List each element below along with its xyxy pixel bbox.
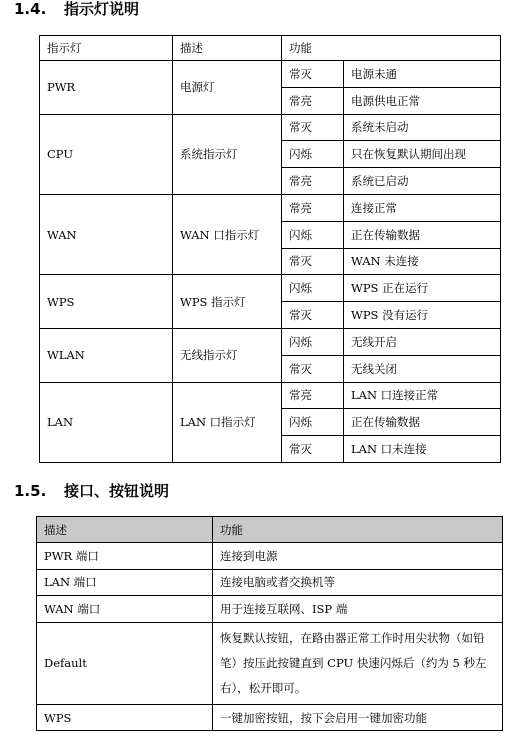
led-state-cell: 常亮: [282, 194, 344, 221]
led-state-cell: 常灭: [282, 114, 344, 141]
led-name-cell: CPU: [40, 114, 173, 194]
led-meaning-cell: 正在传输数据: [344, 409, 501, 436]
led-desc-cell: WAN 口指示灯: [173, 194, 282, 274]
section-title: 指示灯说明: [64, 0, 140, 18]
port-function-cell: 用于连接互联网、ISP 端: [213, 596, 503, 623]
led-state-cell: 常灭: [282, 436, 344, 463]
led-state-cell: 闪烁: [282, 221, 344, 248]
led-meaning-cell: WPS 没有运行: [344, 302, 501, 329]
led-state-cell: 常灭: [282, 61, 344, 88]
led-state-cell: 闪烁: [282, 275, 344, 302]
table-row: [37, 569, 503, 596]
table-row: [37, 543, 503, 570]
port-name-cell: PWR 端口: [37, 543, 213, 570]
table-row: [40, 194, 501, 221]
led-meaning-cell: 电源未通: [344, 61, 501, 88]
table-row: [40, 382, 501, 409]
header-cell: 描述: [173, 36, 282, 61]
led-state-cell: 常亮: [282, 87, 344, 114]
led-meaning-cell: 只在恢复默认期间出现: [344, 141, 501, 168]
table-row: [37, 622, 503, 704]
ports-table: [36, 516, 503, 731]
led-meaning-cell: 无线开启: [344, 328, 501, 355]
port-function-cell: 连接到电源: [213, 543, 503, 570]
led-meaning-cell: WAN 未连接: [344, 248, 501, 275]
led-meaning-cell: 系统未启动: [344, 114, 501, 141]
led-desc-cell: LAN 口指示灯: [173, 382, 282, 462]
led-name-cell: WPS: [40, 275, 173, 329]
port-name-cell: WAN 端口: [37, 596, 213, 623]
led-desc-cell: 电源灯: [173, 61, 282, 115]
section-number: 1.5.: [14, 482, 47, 500]
led-meaning-cell: LAN 口未连接: [344, 436, 501, 463]
section-title: 接口、按钮说明: [64, 482, 170, 500]
led-name-cell: LAN: [40, 382, 173, 462]
led-meaning-cell: 无线关闭: [344, 355, 501, 382]
header-cell: 指示灯: [40, 36, 173, 61]
led-state-cell: 常灭: [282, 248, 344, 275]
port-function-cell: 一键加密按钮，按下会启用一键加密功能: [213, 704, 503, 731]
table-row: [40, 114, 501, 141]
led-desc-cell: 系统指示灯: [173, 114, 282, 194]
port-name-cell: WPS: [37, 704, 213, 731]
led-state-cell: 常亮: [282, 168, 344, 195]
table-header-row: [37, 517, 503, 543]
led-meaning-cell: 电源供电正常: [344, 87, 501, 114]
led-meaning-cell: 连接正常: [344, 194, 501, 221]
led-state-cell: 闪烁: [282, 141, 344, 168]
header-cell: 功能: [282, 36, 501, 61]
section-number: 1.4.: [14, 0, 47, 18]
table-row: [37, 596, 503, 623]
led-state-cell: 常亮: [282, 382, 344, 409]
port-name-cell: LAN 端口: [37, 569, 213, 596]
table-row: [37, 704, 503, 731]
port-function-cell: 连接电脑或者交换机等: [213, 569, 503, 596]
table-row: [40, 61, 501, 88]
led-meaning-cell: LAN 口连接正常: [344, 382, 501, 409]
led-desc-cell: WPS 指示灯: [173, 275, 282, 329]
led-meaning-cell: 正在传输数据: [344, 221, 501, 248]
port-function-cell: 恢复默认按钮，在路由器正常工作时用尖状物（如铅笔）按压此按键直到 CPU 快速闪烁后（约为 5 秒左右），松开即可。: [213, 622, 503, 704]
led-meaning-cell: WPS 正在运行: [344, 275, 501, 302]
led-state-cell: 闪烁: [282, 409, 344, 436]
led-state-cell: 闪烁: [282, 328, 344, 355]
header-cell: 描述: [37, 517, 213, 543]
led-state-cell: 常灭: [282, 355, 344, 382]
table-row: [40, 275, 501, 302]
led-state-cell: 常灭: [282, 302, 344, 329]
led-name-cell: WLAN: [40, 328, 173, 382]
led-name-cell: PWR: [40, 61, 173, 115]
table-header-row: [40, 36, 501, 61]
section-heading-led: [14, 0, 139, 18]
header-cell: 功能: [213, 517, 503, 543]
table-row: [40, 328, 501, 355]
section-heading-ports: [14, 482, 169, 500]
led-table: [39, 35, 501, 463]
led-meaning-cell: 系统已启动: [344, 168, 501, 195]
port-name-cell: Default: [37, 622, 213, 704]
led-desc-cell: 无线指示灯: [173, 328, 282, 382]
led-name-cell: WAN: [40, 194, 173, 274]
